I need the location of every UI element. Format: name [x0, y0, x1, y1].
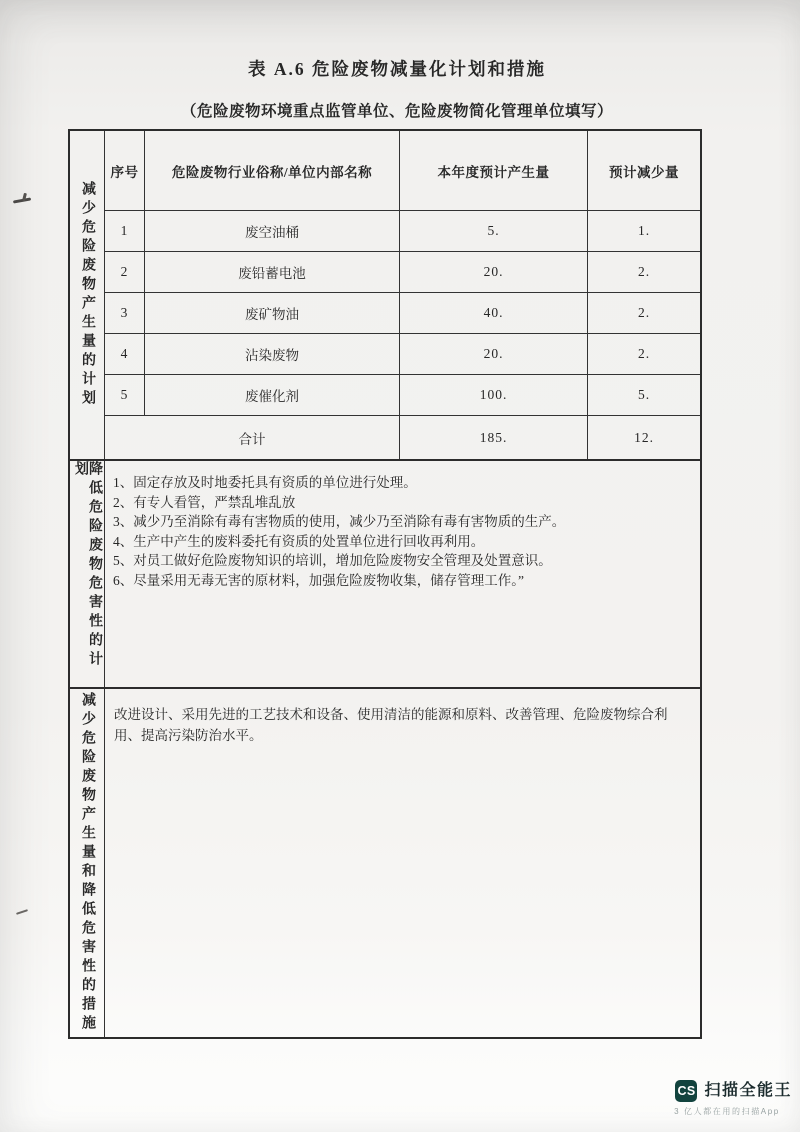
side-label-text: 降低危险废物危害性的计划: [73, 461, 102, 670]
row1-no: 1: [105, 211, 145, 252]
col-header-name: 危险废物行业俗称/单位内部名称: [145, 131, 400, 211]
page-title: 表 A.6 危险废物减量化计划和措施: [247, 59, 546, 79]
reduction-plan-grid: [105, 131, 700, 459]
section-reduction-plan-side-label: [70, 131, 105, 459]
row3-no: 3: [105, 293, 145, 334]
row4-no: 4: [105, 334, 145, 375]
list-item-4: 4、生产中产生的废料委托有资质的处置单位进行回收再利用。: [113, 533, 485, 549]
page-subtitle: （危险废物环境重点监管单位、危险废物简化管理单位填写）: [180, 103, 613, 120]
measures-text: 改进设计、采用先进的工艺技术和设备、使用清洁的能源和原料、改善管理、危险废物综合利用、提高污染防治水平。: [114, 707, 668, 743]
row2-name: 废铅蓄电池: [145, 252, 400, 293]
row3-output: 40.: [400, 293, 588, 334]
row5-output: 100.: [400, 375, 588, 416]
col-header-expected-reduction: 预计减少量: [588, 131, 700, 211]
col-header-no: 序号: [105, 131, 145, 211]
list-item-2: 2、有专人看管，严禁乱堆乱放: [113, 494, 296, 510]
col-header-expected-output: 本年度预计产生量: [400, 131, 588, 211]
scanner-tagline: 3 亿人都在用的扫描App: [674, 1107, 780, 1116]
cs-logo-icon: CS: [675, 1080, 697, 1102]
total-output: 185.: [400, 416, 588, 459]
side-label-text: 减少危险废物产生量的计划: [80, 181, 95, 409]
section-measures: [70, 687, 700, 1037]
row1-output: 5.: [400, 211, 588, 252]
main-table: [68, 129, 702, 1039]
section-hazard-reduction-side-label: [70, 461, 105, 687]
section-hazard-reduction: [70, 459, 700, 687]
hazard-reduction-list: [105, 461, 700, 687]
row5-reduction: 5.: [588, 375, 700, 416]
row2-reduction: 2.: [588, 252, 700, 293]
section-reduction-plan: [70, 131, 700, 459]
scanner-watermark: [662, 1080, 792, 1122]
list-item-6: 6、尽量采用无毒无害的原材料，加强危险废物收集，储存管理工作。”: [113, 572, 524, 588]
row3-name: 废矿物油: [145, 293, 400, 334]
row2-no: 2: [105, 252, 145, 293]
row3-reduction: 2.: [588, 293, 700, 334]
row1-reduction: 1.: [588, 211, 700, 252]
side-label-text: 减少危险废物产生量和降低危害性的措施: [80, 692, 95, 1034]
list-item-1: 1、固定存放及时地委托具有资质的单位进行处理。: [113, 475, 417, 490]
scan-artifact: [16, 908, 29, 915]
row1-name: 废空油桶: [145, 211, 400, 252]
scanner-app-name: 扫描全能王: [704, 1082, 792, 1099]
scan-artifact: [13, 193, 33, 203]
row5-no: 5: [105, 375, 145, 416]
total-reduction: 12.: [634, 429, 654, 445]
row4-output: 20.: [400, 334, 588, 375]
row4-name: 沾染废物: [145, 334, 400, 375]
section-measures-side-label: [70, 689, 105, 1037]
row5-name: 废催化剂: [145, 375, 400, 416]
total-label: 合计: [105, 416, 400, 459]
list-item-5: 5、对员工做好危险废物知识的培训，增加危险废物安全管理及处置意识。: [113, 553, 552, 568]
row2-output: 20.: [400, 252, 588, 293]
list-item-3: 3、减少乃至消除有毒有害物质的使用，减少乃至消除有毒有害物质的生产。: [113, 514, 566, 529]
row4-reduction: 2.: [588, 334, 700, 375]
